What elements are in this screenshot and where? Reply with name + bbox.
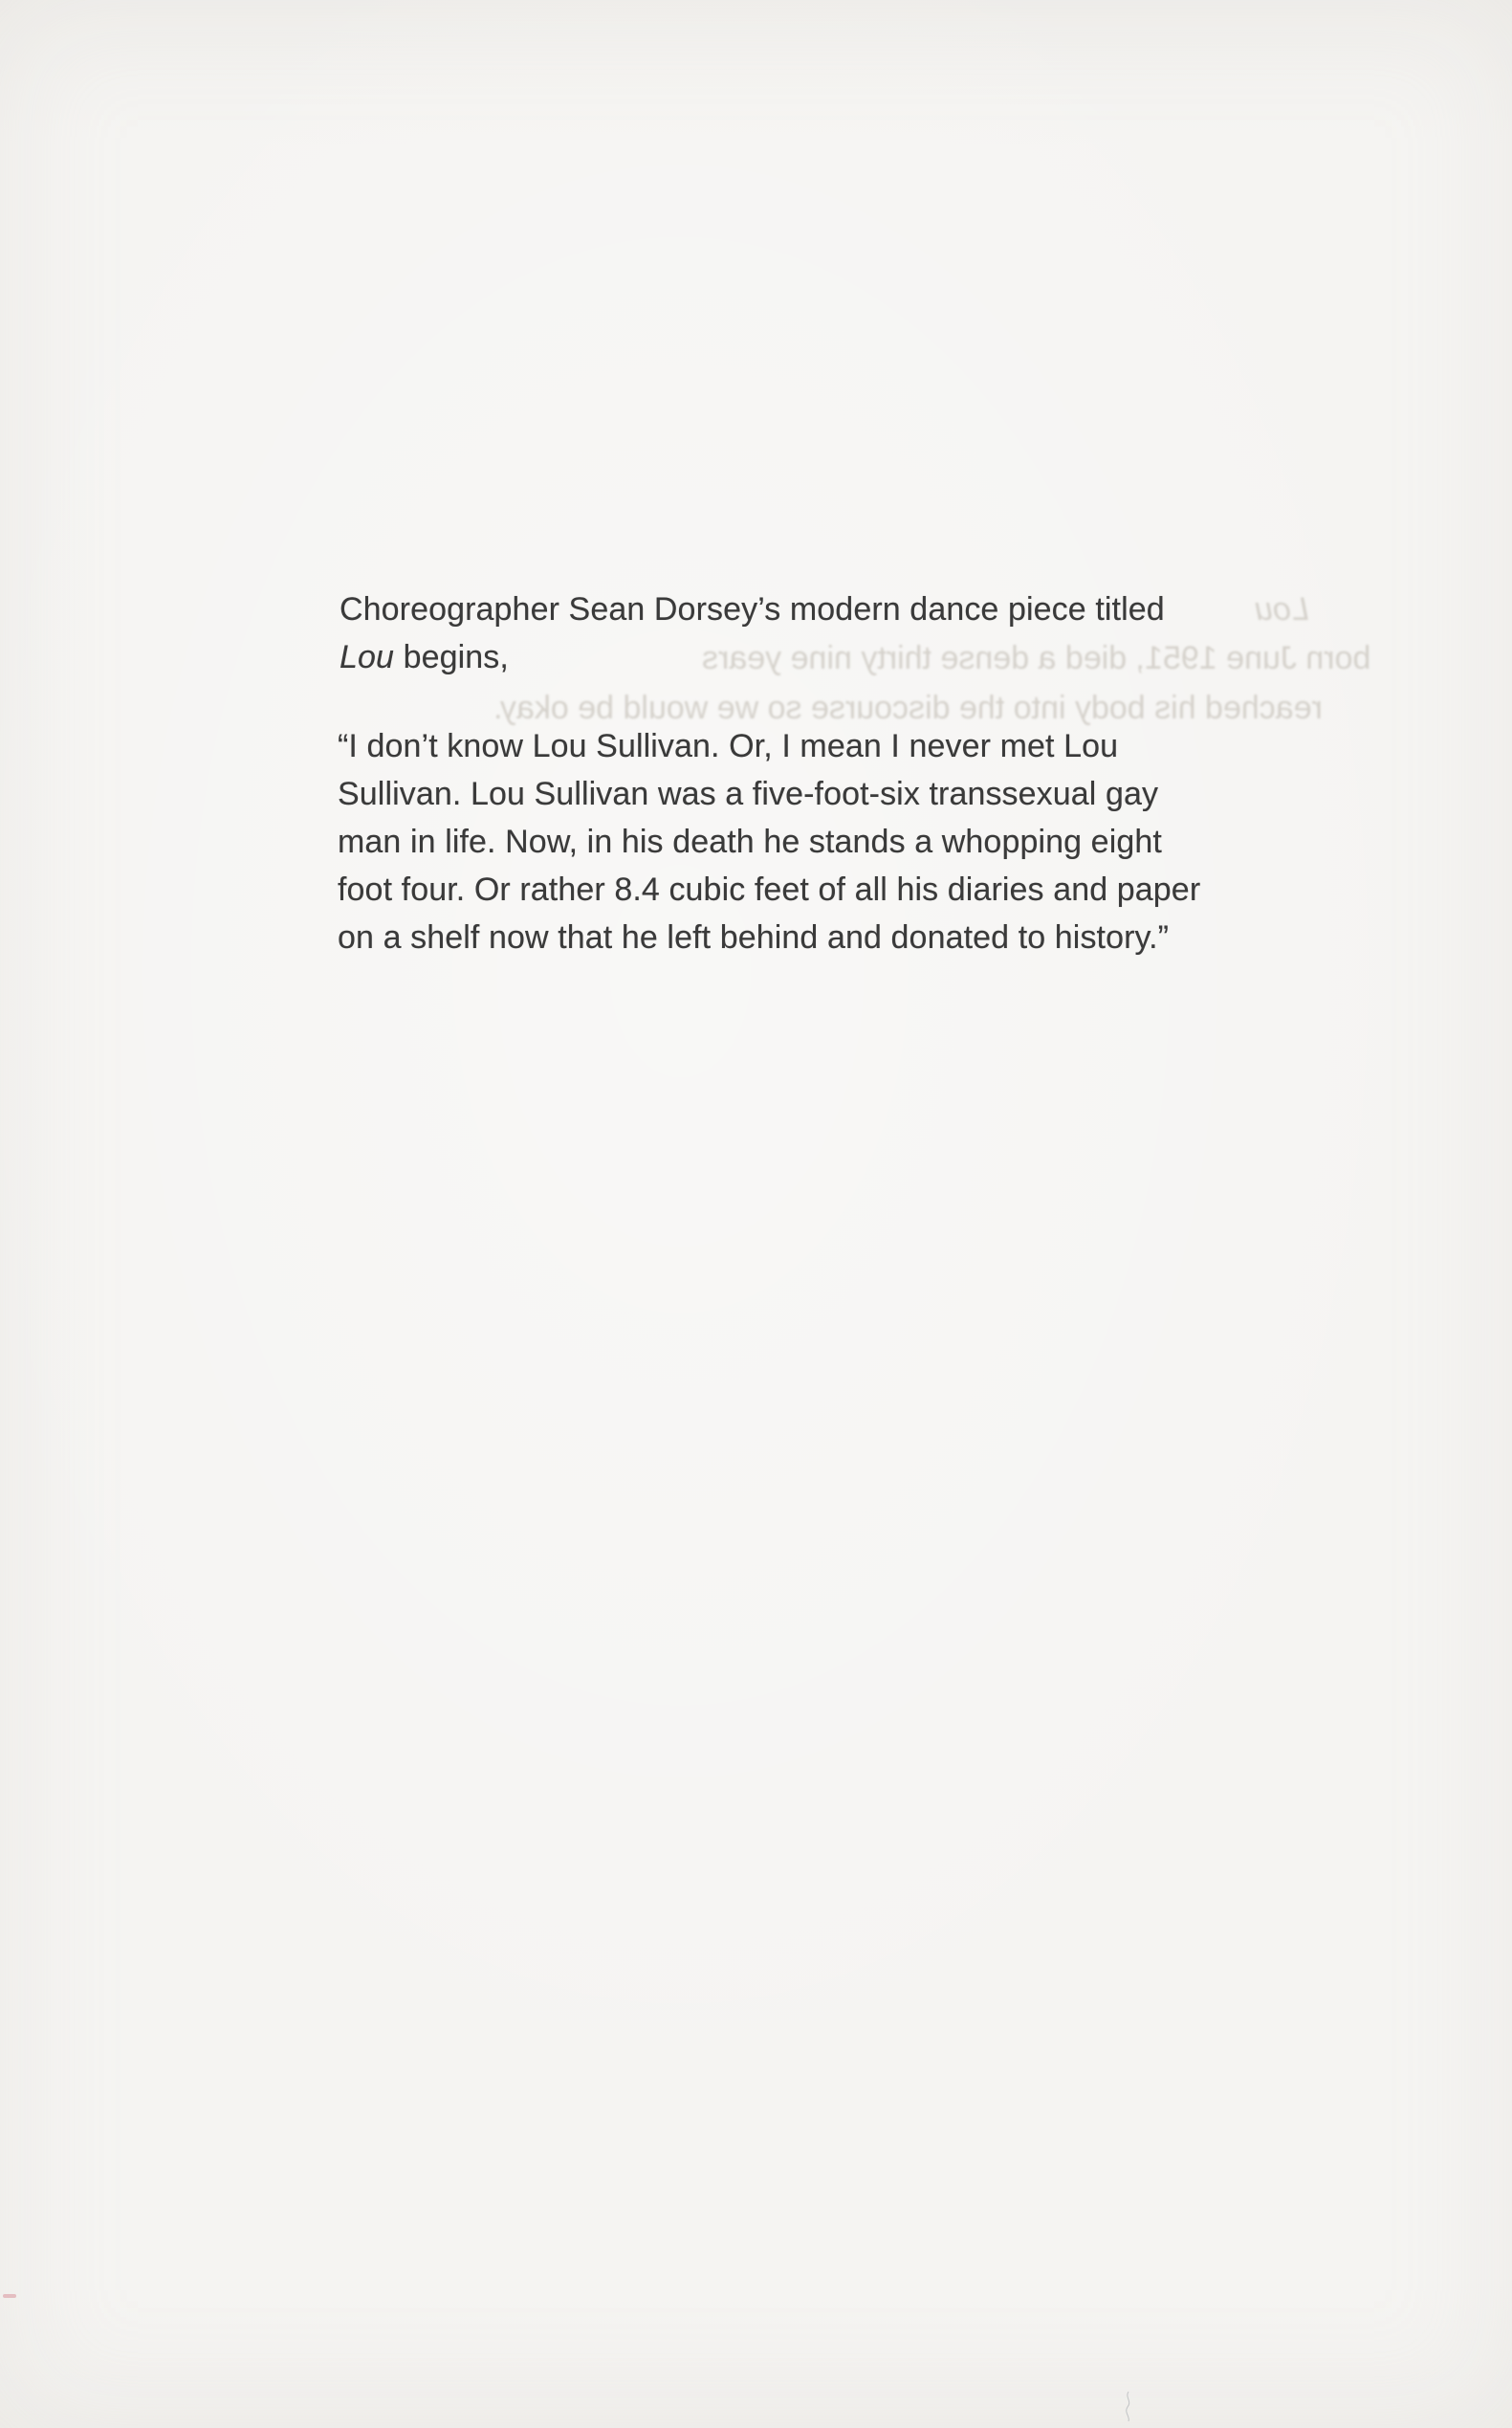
pink-ink-speck — [3, 2294, 16, 2298]
quote-line-2: Sullivan. Lou Sullivan was a five-foot-six transsexual gay — [338, 776, 1159, 812]
intro-line-1 — [340, 585, 1165, 633]
paper-fiber-mark — [1119, 2390, 1142, 2422]
quote-line-1: “I don’t know Lou Sullivan. Or, I mean I never met Lou — [338, 728, 1119, 764]
bleedthrough-title-word: Lou — [1255, 591, 1309, 628]
intro-line-2-rest: begins, — [394, 639, 509, 675]
bleedthrough-line-2: reached his body into the discourse so we would be okay. — [493, 690, 1323, 726]
dance-piece-title: Lou — [340, 639, 395, 675]
quote-line-3: man in life. Now, in his death he stands a whopping eight — [338, 824, 1162, 860]
quote-line-5: on a shelf now that he left behind and donated to history.” — [338, 919, 1170, 956]
intro-paragraph — [340, 585, 1165, 681]
quote-paragraph — [338, 722, 1200, 961]
intro-line-2 — [340, 633, 1165, 681]
quote-line-4: foot four. Or rather 8.4 cubic feet of all his diaries and paper — [338, 872, 1201, 908]
bleedthrough-line-1: born June 1951, died a dense thirty nine years — [701, 640, 1370, 676]
intro-line-1-text: Choreographer Sean Dorsey’s modern dance piece titled — [340, 591, 1165, 628]
